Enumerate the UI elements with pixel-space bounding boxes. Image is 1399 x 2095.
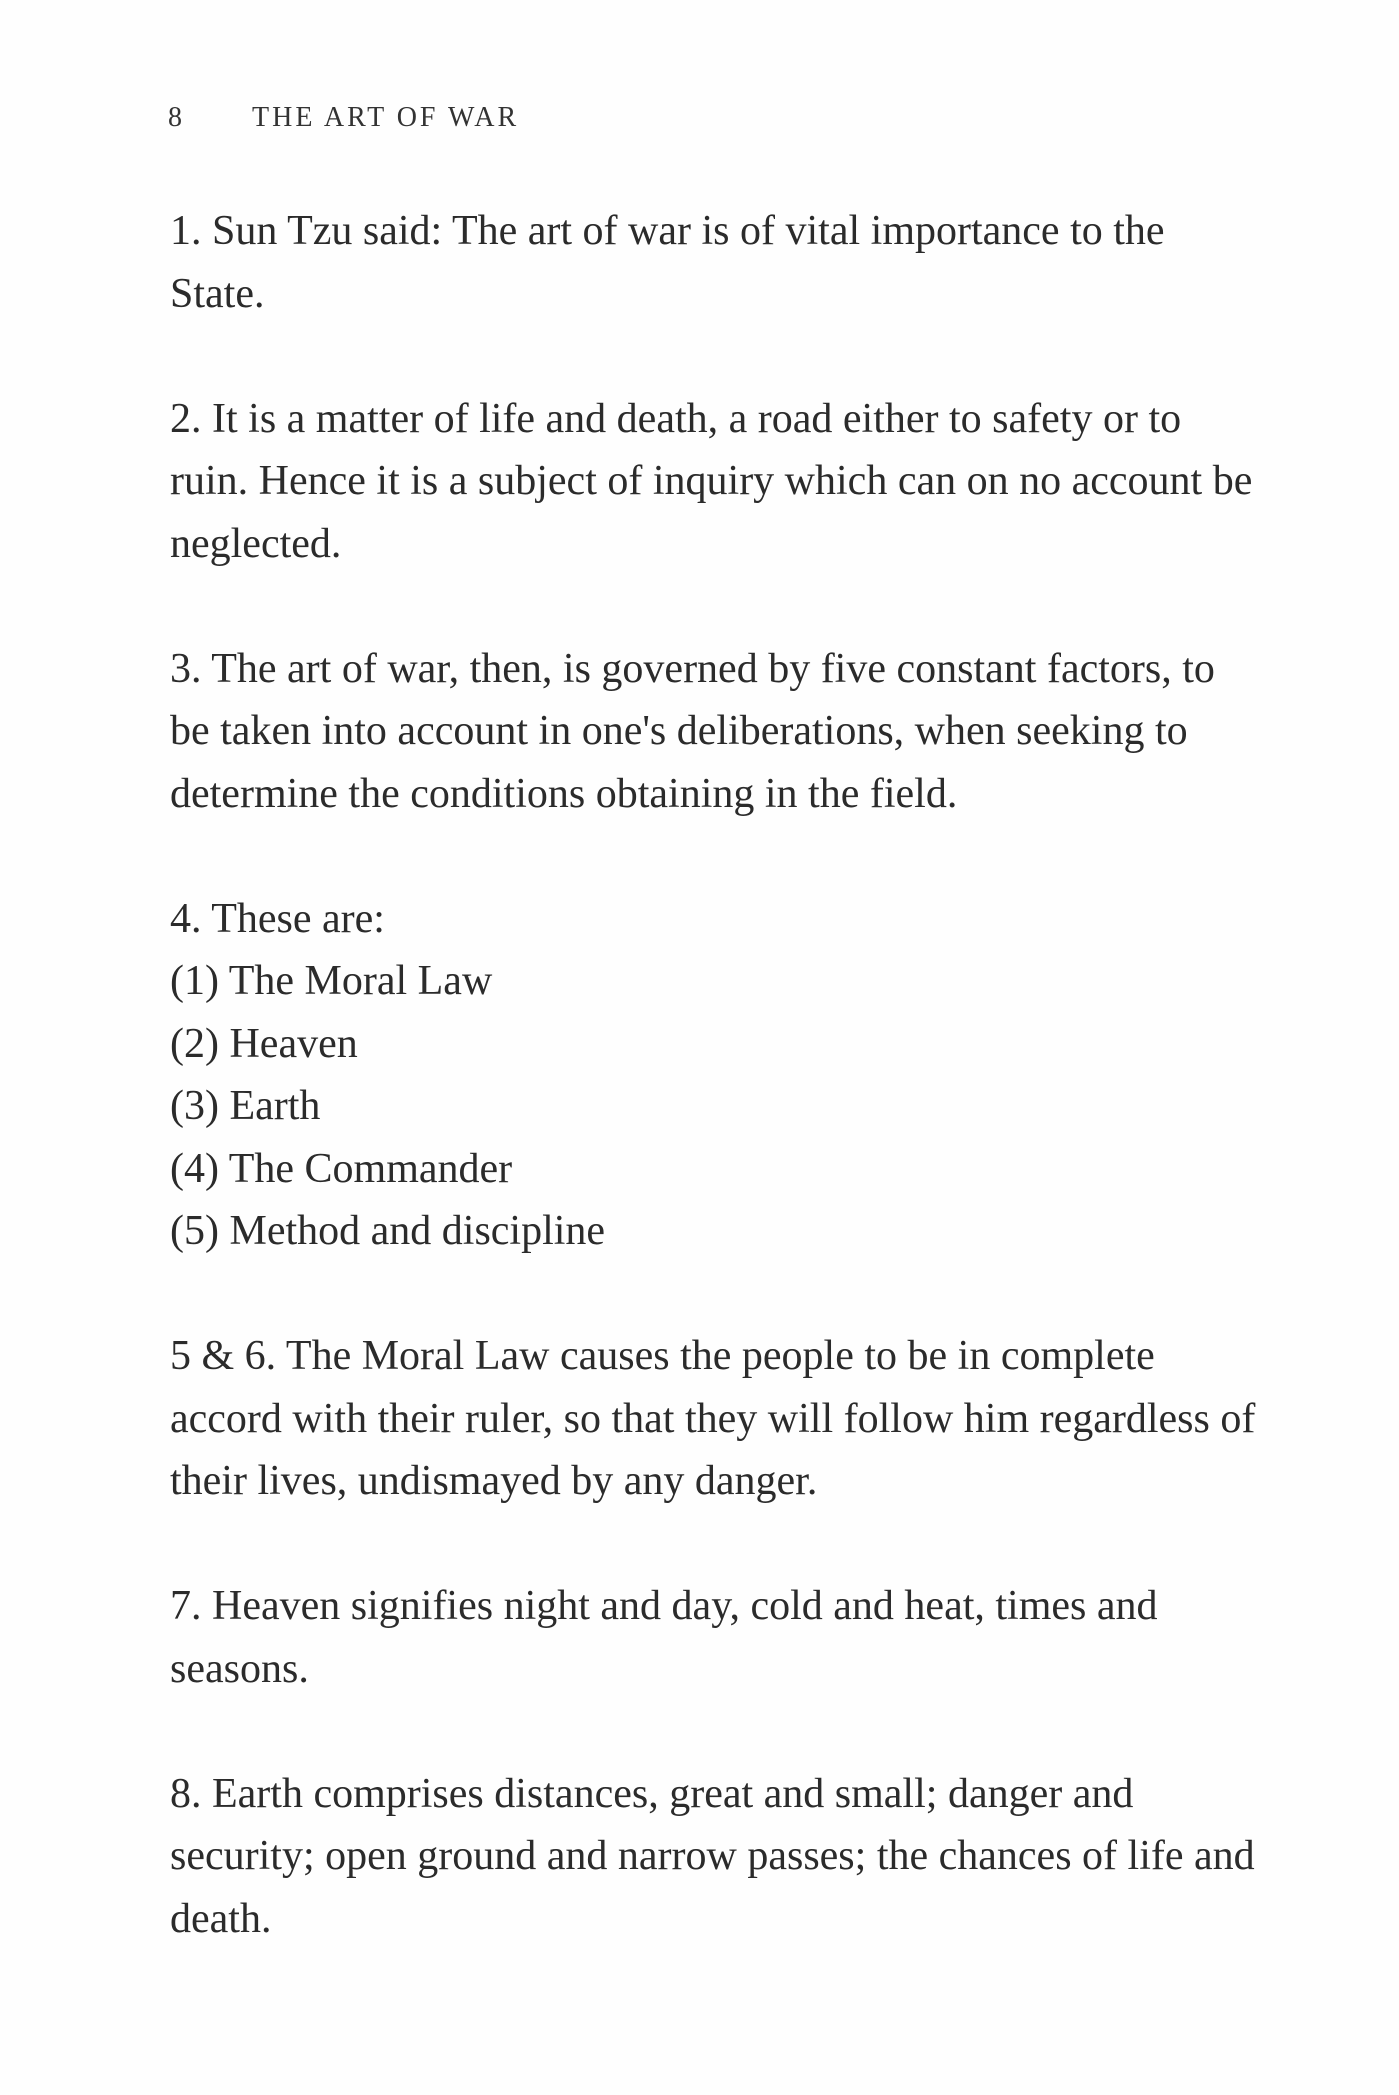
factor-item: (4) The Commander — [170, 1145, 513, 1192]
factor-item: (2) Heaven — [170, 1020, 358, 1067]
factor-item: (3) Earth — [170, 1083, 321, 1129]
paragraph-8: 8. Earth comprises distances, great and small; danger and security; open ground and narrow passes; the chances of life and death. — [170, 1770, 1255, 1942]
paragraph-7: 7. Heaven signifies night and day, cold and heat, times and seasons. — [170, 1583, 1158, 1692]
factors-intro: 4. These are: — [170, 895, 385, 942]
page-number: 8 — [168, 102, 182, 133]
paragraph-5-6: 5 & 6. The Moral Law causes the people to be in complete accord with their ruler, so that they will follow him regardless of their lives, undismayed by any danger. — [170, 1333, 1256, 1504]
book-title: THE ART OF WAR — [252, 102, 520, 133]
factors-list — [170, 888, 1260, 1263]
factor-item: (5) Method and discipline — [170, 1208, 606, 1254]
body-text — [170, 200, 1260, 1950]
paragraph-2: 2. It is a matter of life and death, a road either to safety or to ruin. Hence it is a subject of inquiry which can on no account be neglected. — [170, 395, 1253, 567]
factor-item: (1) The Moral Law — [170, 958, 493, 1004]
paragraph-3: 3. The art of war, then, is governed by five constant factors, to be taken into account in one's deliberations, when seeking to determine the conditions obtaining in the field. — [170, 645, 1215, 817]
running-header — [168, 102, 519, 134]
paragraph-1: 1. Sun Tzu said: The art of war is of vital importance to the State. — [170, 208, 1165, 317]
